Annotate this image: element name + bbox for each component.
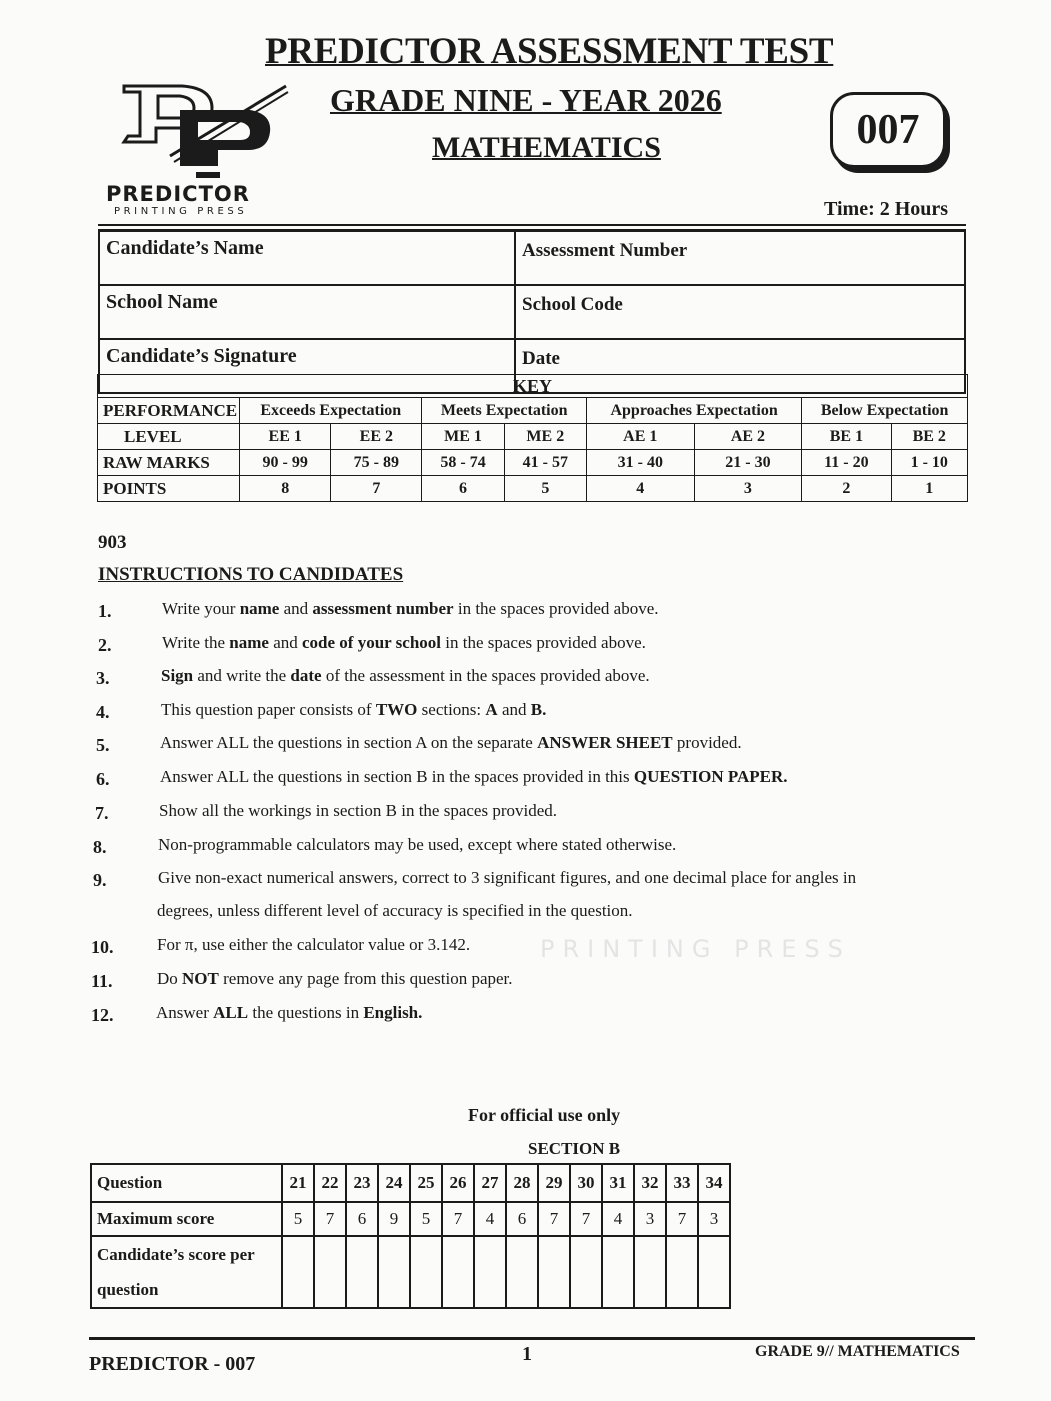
- date-field[interactable]: Date: [515, 339, 965, 393]
- key-raw-marks-cell: 1 - 10: [891, 450, 967, 476]
- paper-number: 903: [98, 532, 127, 553]
- candidate-score-cell[interactable]: [314, 1236, 346, 1308]
- instruction-text: [159, 801, 557, 821]
- instruction-text: [157, 935, 470, 955]
- group-meets: Meets Expectation: [422, 398, 587, 424]
- key-points-cell: 6: [422, 476, 504, 502]
- key-level-cell: EE 1: [240, 424, 331, 450]
- instruction-text: [158, 868, 856, 888]
- question-number-cell: 26: [442, 1164, 474, 1202]
- instruction-number: 8.: [93, 837, 107, 857]
- subject-title: MATHEMATICS: [432, 131, 661, 164]
- instruction-text-part: Do: [157, 969, 183, 988]
- key-level-cell: ME 2: [504, 424, 586, 450]
- key-points-cell: 7: [331, 476, 422, 502]
- instruction-text-part: Write the: [162, 633, 230, 652]
- instruction-text: [157, 969, 513, 989]
- question-number-cell: 29: [538, 1164, 570, 1202]
- instruction-text-part: Give non-exact numerical answers, correct to 3 significant figures, and one decimal place for angles in: [158, 868, 857, 887]
- school-name-field[interactable]: School Name: [99, 285, 515, 339]
- instruction-text-part: and: [268, 633, 303, 652]
- instruction-number: 9.: [93, 870, 107, 890]
- key-points-cell: 4: [586, 476, 694, 502]
- paper-code-badge: 007: [830, 92, 946, 168]
- key-raw-row: [98, 450, 968, 476]
- question-number-cell: 25: [410, 1164, 442, 1202]
- footer-rule: [89, 1337, 975, 1340]
- key-points-cell: 1: [891, 476, 967, 502]
- group-approaches: Approaches Expectation: [586, 398, 801, 424]
- instruction-text-part: degrees, unless different level of accuracy is specified in the question.: [157, 901, 633, 920]
- max-score-cell: 9: [378, 1202, 410, 1236]
- key-raw-marks-cell: 58 - 74: [422, 450, 504, 476]
- candidate-score-cell[interactable]: [506, 1236, 538, 1308]
- max-score-cell: 3: [634, 1202, 666, 1236]
- instruction-text-part: Show all the workings in section B in the spaces provided.: [159, 801, 558, 820]
- points-label: POINTS: [98, 476, 240, 502]
- key-points-cell: 8: [240, 476, 331, 502]
- candidate-score-cell[interactable]: [634, 1236, 666, 1308]
- assessment-number-field[interactable]: Assessment Number: [515, 231, 965, 285]
- question-number-cell: 32: [634, 1164, 666, 1202]
- key-raw-marks-cell: 11 - 20: [802, 450, 891, 476]
- instruction-number: 3.: [96, 668, 110, 688]
- candidate-score-cell[interactable]: [378, 1236, 410, 1308]
- instruction-number: 1.: [98, 601, 112, 621]
- max-score-cell: 7: [666, 1202, 698, 1236]
- instruction-text-part: QUESTION PAPER.: [633, 767, 788, 786]
- instruction-number: 4.: [96, 702, 110, 722]
- candidate-score-cell[interactable]: [474, 1236, 506, 1308]
- score-table: [90, 1163, 731, 1309]
- instruction-text: [160, 733, 742, 753]
- instruction-text-part: Answer: [156, 1003, 214, 1022]
- candidate-score-cell[interactable]: [666, 1236, 698, 1308]
- footer-subject: GRADE 9// MATHEMATICS: [755, 1343, 960, 1360]
- candidate-details-table: [98, 230, 966, 394]
- instruction-number: 11.: [91, 971, 113, 991]
- logo-name: PREDICTOR: [106, 182, 250, 206]
- key-level-cell: EE 2: [331, 424, 422, 450]
- key-raw-marks-cell: 21 - 30: [694, 450, 802, 476]
- instruction-text-part: in the spaces provided above.: [441, 633, 646, 652]
- instruction-text: [160, 767, 788, 787]
- question-number-cell: 33: [666, 1164, 698, 1202]
- candidate-name-field[interactable]: Candidate’s Name: [99, 231, 515, 285]
- instruction-text-part: of the assessment in the spaces provided above.: [321, 666, 650, 685]
- instruction-text-part: English.: [363, 1003, 423, 1022]
- page-number: 1: [522, 1343, 532, 1365]
- max-score-cell: 7: [570, 1202, 602, 1236]
- key-level-cell: AE 2: [694, 424, 802, 450]
- question-number-cell: 34: [698, 1164, 730, 1202]
- instruction-text: [157, 901, 633, 921]
- instruction-text-part: This question paper consists of: [161, 700, 376, 719]
- instruction-text: [162, 599, 659, 619]
- key-points-cell: 3: [694, 476, 802, 502]
- instruction-text-part: TWO: [375, 700, 418, 719]
- question-number-cell: 28: [506, 1164, 538, 1202]
- score-candidate-row: [91, 1236, 730, 1308]
- header-rule: [98, 224, 966, 226]
- max-score-cell: 4: [474, 1202, 506, 1236]
- instruction-text-part: NOT: [182, 969, 219, 988]
- instruction-number: 10.: [91, 937, 114, 957]
- logo-subtitle: PRINTING PRESS: [114, 206, 248, 217]
- candidate-score-cell[interactable]: [538, 1236, 570, 1308]
- instruction-text: [158, 835, 676, 855]
- performance-key-table: [97, 374, 968, 502]
- grade-title: GRADE NINE - YEAR 2026: [330, 82, 722, 118]
- score-question-row: [91, 1164, 730, 1202]
- level-label: LEVEL: [98, 424, 240, 450]
- question-number-cell: 21: [282, 1164, 314, 1202]
- max-score-label: Maximum score: [91, 1202, 282, 1236]
- group-exceeds: Exceeds Expectation: [240, 398, 422, 424]
- question-number-cell: 27: [474, 1164, 506, 1202]
- key-level-row: [98, 424, 968, 450]
- score-max-row: [91, 1202, 730, 1236]
- max-score-cell: 6: [346, 1202, 378, 1236]
- key-raw-marks-cell: 41 - 57: [504, 450, 586, 476]
- instruction-number: 2.: [98, 635, 112, 655]
- max-score-cell: 7: [314, 1202, 346, 1236]
- instruction-number: 12.: [91, 1005, 114, 1025]
- time-allowed: Time: 2 Hours: [824, 198, 949, 220]
- instruction-text-part: the questions in: [248, 1003, 364, 1022]
- candidate-score-cell[interactable]: [282, 1236, 314, 1308]
- question-number-cell: 23: [346, 1164, 378, 1202]
- candidate-score-cell[interactable]: [570, 1236, 602, 1308]
- instruction-text-part: Sign: [161, 666, 194, 685]
- instructions-heading: INSTRUCTIONS TO CANDIDATES: [98, 564, 404, 585]
- key-raw-marks-cell: 75 - 89: [331, 450, 422, 476]
- question-number-cell: 22: [314, 1164, 346, 1202]
- max-score-cell: 4: [602, 1202, 634, 1236]
- official-use-label: For official use only: [468, 1105, 621, 1125]
- page-title: PREDICTOR ASSESSMENT TEST: [265, 31, 834, 72]
- instruction-number: 5.: [96, 735, 110, 755]
- instruction-text-part: sections:: [417, 700, 486, 719]
- instruction-text-part: ALL: [213, 1003, 249, 1022]
- candidate-score-cell[interactable]: [698, 1236, 730, 1308]
- instruction-text-part: Answer ALL the questions in section A on the separate: [160, 733, 538, 752]
- question-number-cell: 24: [378, 1164, 410, 1202]
- instruction-text-part: in the spaces provided above.: [453, 599, 659, 618]
- key-level-cell: BE 2: [891, 424, 967, 450]
- instruction-text: [156, 1003, 422, 1023]
- max-score-cell: 7: [442, 1202, 474, 1236]
- instruction-text-part: and: [279, 599, 313, 618]
- max-score-cell: 6: [506, 1202, 538, 1236]
- raw-marks-label: RAW MARKS: [98, 450, 240, 476]
- question-label: Question: [91, 1164, 282, 1202]
- instruction-text-part: provided.: [672, 733, 742, 752]
- instruction-text: [162, 633, 646, 653]
- candidate-score-cell[interactable]: [410, 1236, 442, 1308]
- max-score-cell: 5: [282, 1202, 314, 1236]
- instruction-text-part: name: [229, 633, 269, 652]
- instruction-text-part: A: [485, 700, 498, 719]
- instruction-text-part: remove any page from this question paper.: [218, 969, 513, 988]
- key-raw-marks-cell: 90 - 99: [240, 450, 331, 476]
- instruction-text-part: Write your: [162, 599, 240, 618]
- question-number-cell: 30: [570, 1164, 602, 1202]
- instruction-text-part: ANSWER SHEET: [537, 733, 673, 752]
- footer-code: PREDICTOR - 007: [89, 1353, 256, 1375]
- instruction-text: [161, 666, 650, 686]
- instruction-text-part: code of your school: [302, 633, 442, 652]
- watermark: PRINTING PRESS: [540, 935, 851, 963]
- instruction-text-part: B.: [530, 700, 547, 719]
- instruction-text-part: date: [290, 666, 322, 685]
- instruction-text-part: For: [157, 935, 185, 954]
- key-points-row: [98, 476, 968, 502]
- instruction-text-part: name: [239, 599, 280, 618]
- instruction-text-part: Non-programmable calculators may be used, except where stated otherwise.: [158, 835, 677, 854]
- instruction-text: [161, 700, 546, 720]
- key-raw-marks-cell: 31 - 40: [586, 450, 694, 476]
- candidate-score-cell[interactable]: [602, 1236, 634, 1308]
- section-b-label: SECTION B: [528, 1139, 621, 1158]
- max-score-cell: 7: [538, 1202, 570, 1236]
- instruction-number: 7.: [95, 803, 109, 823]
- performance-label: PERFORMANCE: [98, 398, 240, 424]
- key-level-cell: AE 1: [586, 424, 694, 450]
- max-score-cell: 5: [410, 1202, 442, 1236]
- instruction-text-part: , use either the calculator value or 3.142.: [193, 935, 471, 954]
- candidate-signature-field[interactable]: Candidate’s Signature: [99, 339, 515, 393]
- key-points-cell: 2: [802, 476, 891, 502]
- instruction-text-part: and: [497, 700, 531, 719]
- instruction-text-part: and write the: [193, 666, 291, 685]
- instruction-text-part: assessment number: [312, 599, 454, 618]
- key-title: KEY: [98, 375, 968, 398]
- question-number-cell: 31: [602, 1164, 634, 1202]
- instruction-number: 6.: [96, 769, 110, 789]
- school-code-field[interactable]: School Code: [515, 285, 965, 339]
- candidate-score-label: Candidate’s score per question: [91, 1236, 282, 1308]
- candidate-score-cell[interactable]: [442, 1236, 474, 1308]
- key-level-cell: BE 1: [802, 424, 891, 450]
- key-level-cell: ME 1: [422, 424, 504, 450]
- group-below: Below Expectation: [802, 398, 968, 424]
- instruction-text-part: Answer ALL the questions in section B in the spaces provided in this: [160, 767, 634, 786]
- key-points-cell: 5: [504, 476, 586, 502]
- max-score-cell: 3: [698, 1202, 730, 1236]
- instruction-text-part: π: [184, 935, 194, 954]
- candidate-score-cell[interactable]: [346, 1236, 378, 1308]
